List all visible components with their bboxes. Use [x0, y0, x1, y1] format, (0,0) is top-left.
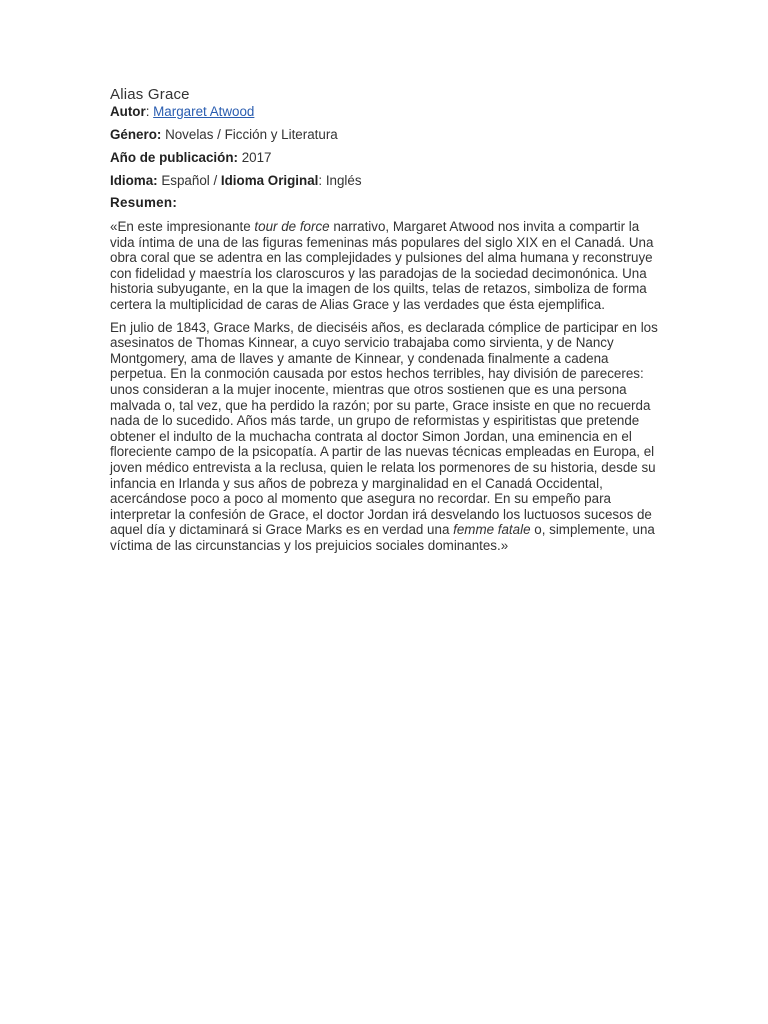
summary-paragraph-1	[110, 219, 660, 313]
summary-paragraph-2	[110, 320, 660, 554]
author-separator: :	[145, 104, 154, 119]
paragraph-1-italic: tour de force	[254, 219, 330, 234]
book-title: Alias Grace	[110, 86, 190, 103]
language-line	[110, 173, 660, 189]
paragraph-1-text-a: «En este impresionante	[110, 219, 255, 234]
paragraph-2-text-a: En julio de 1843, Grace Marks, de dieciséis años, es declarada cómplice de participar en los asesinatos de Thomas Kinnear, a cuyo servicio trabajaba como sirvienta, y de Nancy Montgomery, ama de llaves y amante de Kinnear, y condenada finalmente a cadena perpetua. En la conmoción causada por estos hechos terribles, hay división de pareceres: unos consideran a la mujer inocente, mientras que otros sostienen que es una persona malvada o, tal vez, que ha perdido la razón; por su parte, Grace insiste en que no recuerda nada de lo sucedido. Años más tarde, un grupo de reformistas y espiritistas que pretende obtener el indulto de la muchacha contrata al doctor Simon Jordan, una eminencia en el floreciente campo de la psicopatía. A partir de las nuevas técnicas empleadas en Europa, el joven médico entrevista a la reclusa, quien le relata los pormenores de su historia, desde su infancia en Irlanda y sus años de pobreza y marginalidad en el Canadá Occidental, acercándose poco a poco al momento que asegura no recordar. En su empeño para interpretar la confesión de Grace, el doctor Jordan irá desvelando los luctuosos sucesos de aquel día y dictaminará si Grace Marks es en verdad una	[110, 319, 658, 538]
genre-line	[110, 127, 660, 143]
year-label: Año de publicación:	[110, 150, 238, 165]
document-body	[110, 86, 660, 553]
paragraph-1-text-b: narrativo, Margaret Atwood nos invita a compartir la vida íntima de una de las figuras femeninas más populares del siglo XIX en el Canadá. Una obra coral que se adentra en las complejidades y pulsiones del alma humana y reconstruye con fidelidad y maestría los claroscuros y las paradojas de la sociedad decimonónica. Una historia subyugante, en la que la imagen de los quilts, telas de retazos, simboliza de forma certera la multiplicidad de caras de Alias Grace y las verdades que ésta ejemplifica.	[110, 219, 654, 312]
paragraph-2-italic: femme fatale	[453, 522, 531, 538]
paragraph-2-text-b: o, simplemente, una víctima de las circunstancias y los prejuicios sociales dominantes.»	[110, 522, 655, 553]
original-language-value: : Inglés	[318, 173, 362, 188]
language-value: Español /	[157, 173, 221, 188]
summary-heading: Resumen:	[110, 195, 178, 210]
genre-value: Novelas / Ficción y Literatura	[161, 127, 338, 142]
author-line	[110, 104, 660, 120]
original-language-label: Idioma Original	[220, 173, 319, 188]
year-line	[110, 150, 660, 166]
language-label: Idioma:	[110, 173, 158, 188]
author-link[interactable]: Margaret Atwood	[153, 104, 255, 119]
author-label: Autor	[110, 104, 146, 119]
genre-label: Género:	[110, 127, 162, 142]
year-value: 2017	[237, 150, 272, 165]
